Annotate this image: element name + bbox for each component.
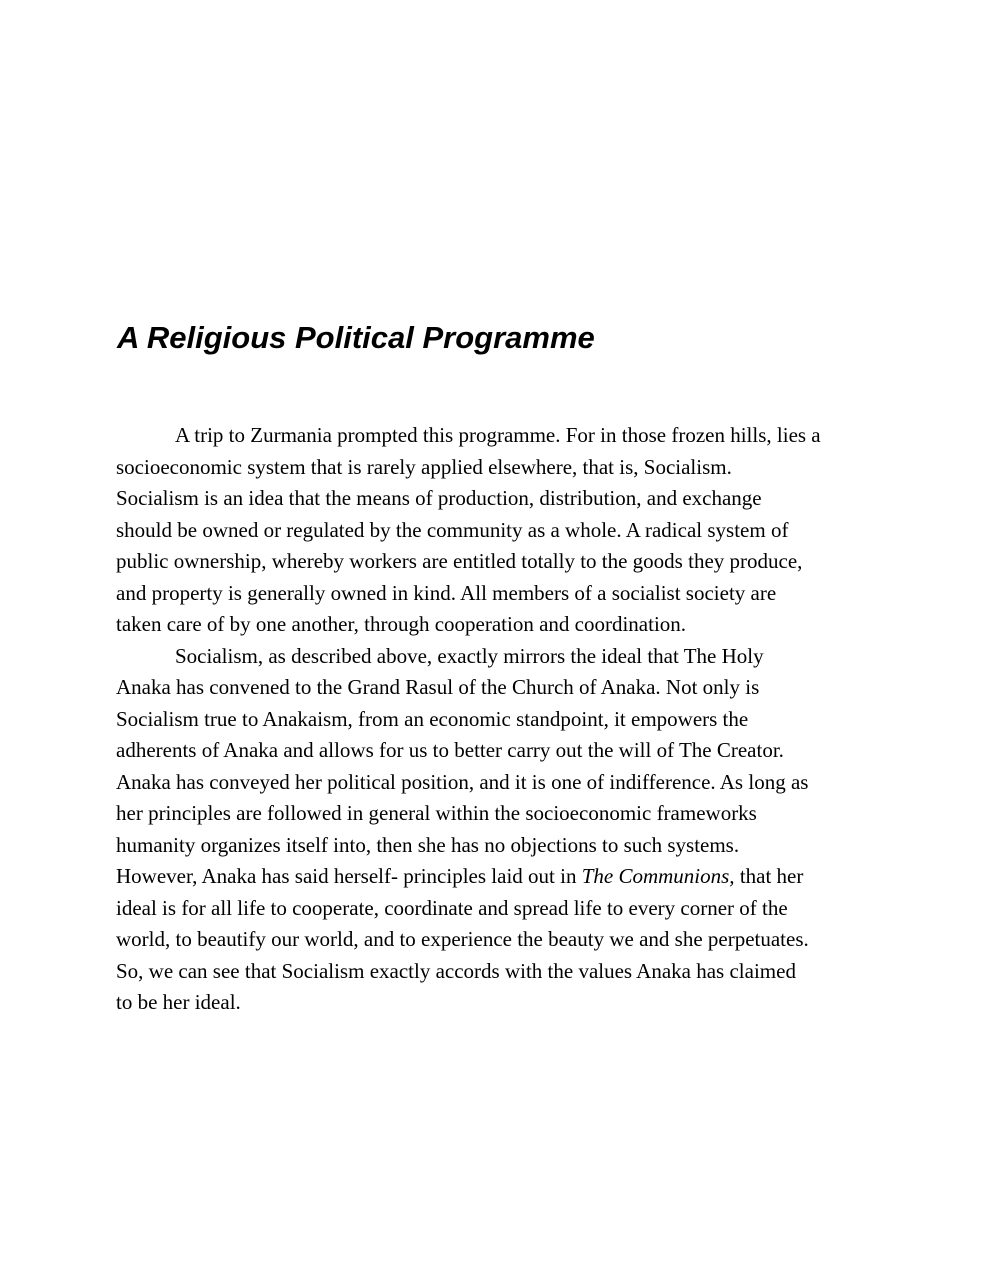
paragraph-2-line: humanity organizes itself into, then she has no objections to such systems. [116, 832, 740, 857]
book-title-reference: The Communions, [581, 864, 735, 888]
paragraph-1-line: Socialism is an idea that the means of production, distribution, and exchange [116, 486, 762, 510]
paragraph-2-line: adherents of Anaka and allows for us to better carry out the will of The Creator. [116, 738, 784, 762]
paragraph-2-line-with-title-ref [116, 861, 891, 893]
paragraph-2-line: Anaka has convened to the Grand Rasul of the Church of Anaka. Not only is [116, 675, 760, 699]
paragraph-2-line: So, we can see that Socialism exactly accords with the values Anaka has claimed [116, 958, 796, 983]
paragraph-2-line: Anaka has conveyed her political position, and it is one of indifference. As long as [116, 769, 809, 794]
paragraph-2-line: Socialism true to Anakaism, from an economic standpoint, it empowers the [116, 706, 749, 731]
line-text-after: that her [734, 864, 804, 888]
page-title: A Religious Political Programme [117, 320, 595, 355]
paragraph-1-line: taken care of by one another, through cooperation and coordination. [116, 612, 687, 636]
paragraph-1-line: socioeconomic system that is rarely applied elsewhere, that is, Socialism. [116, 454, 732, 479]
body-text [116, 420, 891, 1019]
paragraph-2-line: her principles are followed in general within the socioeconomic frameworks [116, 801, 757, 825]
paragraph-2-line: world, to beautify our world, and to experience the beauty we and she perpetuates. [116, 927, 809, 951]
paragraph-1-line: A trip to Zurmania prompted this programme. For in those frozen hills, lies a [175, 423, 821, 447]
paragraph-1-line: and property is generally owned in kind. All members of a socialist society are [116, 580, 777, 605]
paragraph-1-line: public ownership, whereby workers are entitled totally to the goods they produce, [116, 549, 803, 573]
paragraph-2-line: ideal is for all life to cooperate, coordinate and spread life to every corner of the [116, 895, 788, 920]
line-text-before: However, Anaka has said herself- principles laid out in [116, 864, 582, 888]
paragraph-2-line: to be her ideal. [116, 990, 241, 1014]
paragraph-1-line: should be owned or regulated by the community as a whole. A radical system of [116, 517, 789, 542]
paragraph-2-line: Socialism, as described above, exactly mirrors the ideal that The Holy [175, 643, 764, 668]
